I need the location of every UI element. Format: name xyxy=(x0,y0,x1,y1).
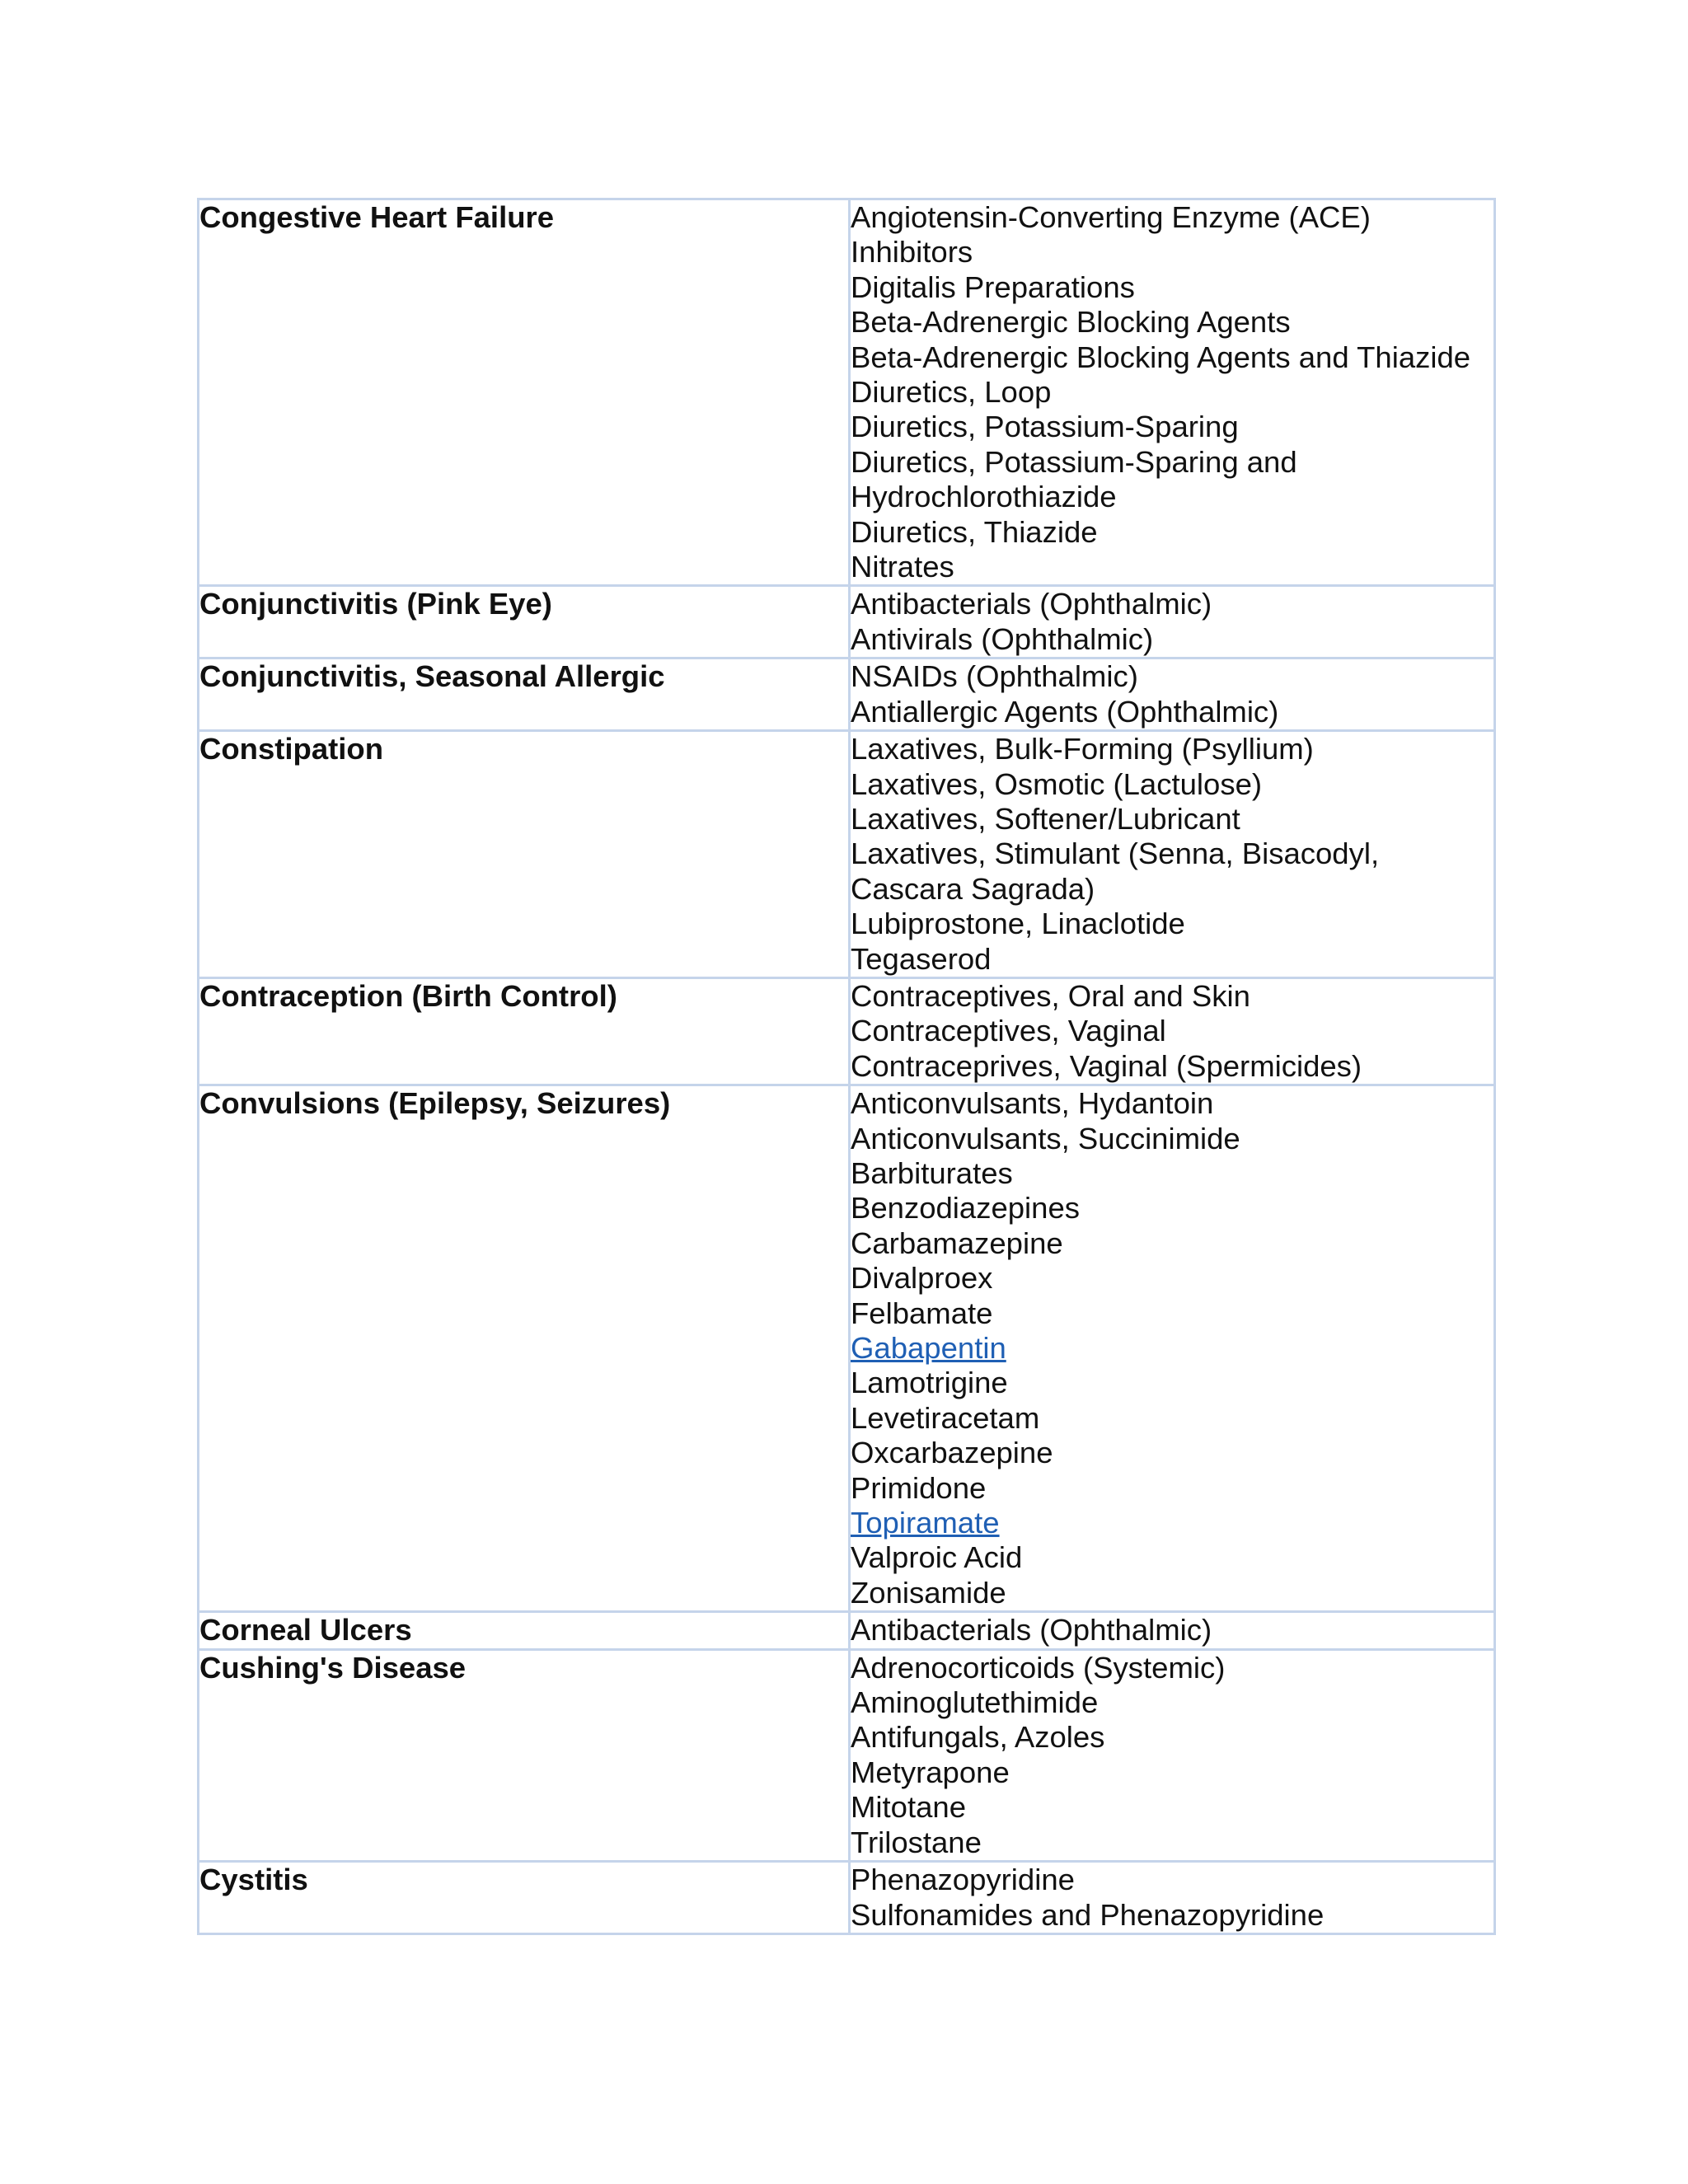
table-row xyxy=(199,1862,1495,1934)
condition-cell xyxy=(199,658,850,731)
drug-item: Laxatives, Osmotic (Lactulose) xyxy=(851,766,1263,801)
condition-cell xyxy=(199,1612,850,1649)
drug-item: Antibacterials (Ophthalmic) xyxy=(851,587,1212,621)
drug-item: Barbiturates xyxy=(851,1155,1013,1190)
drug-list-cell xyxy=(850,658,1495,731)
conditions-table xyxy=(197,198,1496,1935)
condition-cell xyxy=(199,977,850,1085)
drug-item: Mitotane xyxy=(851,1790,966,1825)
condition-name: Congestive Heart Failure xyxy=(199,200,555,234)
drug-list-cell xyxy=(850,199,1495,586)
drug-list-cell xyxy=(850,731,1495,978)
drug-list-cell xyxy=(850,1085,1495,1612)
drug-link[interactable]: Topiramate xyxy=(851,1506,1000,1540)
drug-list-cell xyxy=(850,1862,1495,1934)
drug-item: Metyrapone xyxy=(851,1755,1010,1789)
drug-item: Beta-Adrenergic Blocking Agents and Thiazide xyxy=(851,340,1471,374)
conditions-table-body xyxy=(199,199,1495,1934)
drug-item: Carbamazepine xyxy=(851,1226,1063,1260)
drug-item: Antiallergic Agents (Ophthalmic) xyxy=(851,694,1279,729)
drug-item: Anticonvulsants, Succinimide xyxy=(851,1121,1240,1155)
condition-cell xyxy=(199,1085,850,1612)
table-row xyxy=(199,199,1495,586)
drug-item: Antibacterials (Ophthalmic) xyxy=(851,1613,1212,1647)
condition-name: Conjunctivitis (Pink Eye) xyxy=(199,587,552,621)
condition-name: Conjunctivitis, Seasonal Allergic xyxy=(199,659,665,694)
drug-item: Zonisamide xyxy=(851,1575,1006,1610)
drug-item: Digitalis Preparations xyxy=(851,269,1135,304)
drug-list-cell xyxy=(850,977,1495,1085)
condition-cell xyxy=(199,1649,850,1861)
condition-cell xyxy=(199,1862,850,1934)
drug-item: Lubiprostone, Linaclotide xyxy=(851,907,1185,941)
drug-item: Antivirals (Ophthalmic) xyxy=(851,621,1154,656)
drug-item: Laxatives, Stimulant (Senna, Bisacodyl, Cascara Sagrada) xyxy=(851,837,1380,906)
drug-item: Phenazopyridine xyxy=(851,1863,1075,1897)
table-row xyxy=(199,1612,1495,1649)
drug-item: Primidone xyxy=(851,1470,987,1505)
drug-item: Antifungals, Azoles xyxy=(851,1720,1105,1755)
drug-item: Diuretics, Loop xyxy=(851,375,1052,410)
drug-item: Felbamate xyxy=(851,1296,993,1330)
drug-link[interactable]: Gabapentin xyxy=(851,1331,1006,1365)
drug-item: Laxatives, Bulk-Forming (Psyllium) xyxy=(851,732,1314,766)
drug-item: Levetiracetam xyxy=(851,1400,1040,1435)
drug-list-cell xyxy=(850,586,1495,658)
table-row xyxy=(199,586,1495,658)
drug-item: Contraceptives, Vaginal xyxy=(851,1014,1166,1048)
condition-name: Cystitis xyxy=(199,1863,308,1897)
drug-item: Benzodiazepines xyxy=(851,1191,1081,1226)
table-row xyxy=(199,731,1495,978)
drug-item: Diuretics, Potassium-Sparing xyxy=(851,410,1239,444)
condition-name: Cushing's Disease xyxy=(199,1650,467,1685)
condition-cell xyxy=(199,731,850,978)
drug-item: Lamotrigine xyxy=(851,1366,1008,1400)
drug-item: Oxcarbazepine xyxy=(851,1436,1053,1470)
table-row xyxy=(199,1649,1495,1861)
drug-item: Contraceptives, Oral and Skin xyxy=(851,978,1250,1013)
drug-item: Tegaserod xyxy=(851,941,992,976)
drug-item: Laxatives, Softener/Lubricant xyxy=(851,801,1240,836)
drug-list-cell xyxy=(850,1612,1495,1649)
drug-item: Nitrates xyxy=(851,550,954,584)
condition-cell xyxy=(199,199,850,586)
condition-name: Convulsions (Epilepsy, Seizures) xyxy=(199,1086,671,1121)
drug-item: Angiotensin-Converting Enzyme (ACE) Inhibitors xyxy=(851,200,1371,269)
table-row xyxy=(199,658,1495,731)
condition-name: Corneal Ulcers xyxy=(199,1613,412,1647)
condition-name: Contraception (Birth Control) xyxy=(199,978,617,1013)
drug-item: Aminoglutethimide xyxy=(851,1685,1099,1720)
table-row xyxy=(199,1085,1495,1612)
drug-item: Diuretics, Potassium-Sparing and Hydrochlorothiazide xyxy=(851,444,1297,514)
drug-item: Contraceprives, Vaginal (Spermicides) xyxy=(851,1048,1362,1083)
drug-item: Valproic Acid xyxy=(851,1540,1023,1575)
drug-item: Trilostane xyxy=(851,1825,982,1859)
condition-name: Constipation xyxy=(199,732,384,766)
drug-item: NSAIDs (Ophthalmic) xyxy=(851,659,1138,694)
drug-item: Anticonvulsants, Hydantoin xyxy=(851,1086,1214,1121)
condition-cell xyxy=(199,586,850,658)
drug-item: Adrenocorticoids (Systemic) xyxy=(851,1650,1226,1685)
drug-item: Divalproex xyxy=(851,1261,993,1296)
table-row xyxy=(199,977,1495,1085)
drug-item: Diuretics, Thiazide xyxy=(851,514,1098,549)
drug-list-cell xyxy=(850,1649,1495,1861)
drug-item: Sulfonamides and Phenazopyridine xyxy=(851,1897,1325,1932)
drug-item: Beta-Adrenergic Blocking Agents xyxy=(851,305,1291,340)
